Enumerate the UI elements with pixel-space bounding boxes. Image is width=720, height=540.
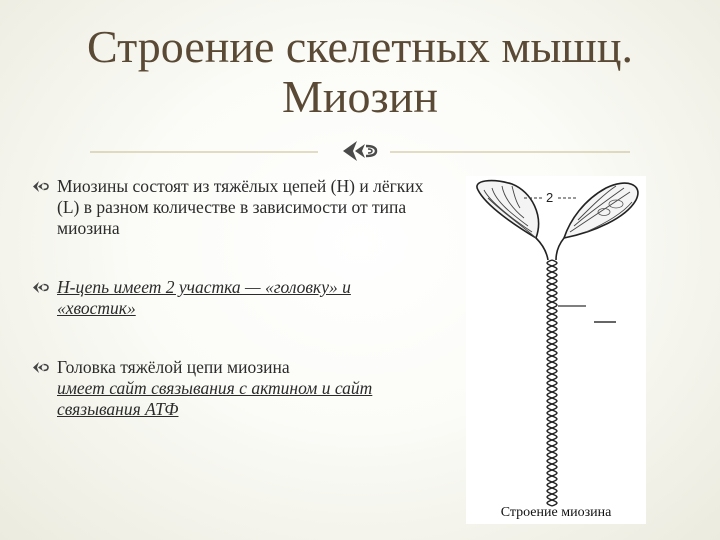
slide-title-line-2: Миозин	[282, 71, 438, 122]
bullet-text: H-цепь имеет 2 участка — «головку» и «хвостик»	[57, 277, 351, 318]
myosin-diagram-icon	[466, 176, 646, 524]
bullet-text-plain: Головка тяжёлой цепи миозина	[57, 357, 290, 377]
bullet-text: Миозины состоят из тяжёлых цепей (H) и лёгких (L) в разном количестве в зависимости от типа миозина	[57, 176, 424, 238]
bullet-item	[32, 357, 432, 420]
left-head-icon	[477, 181, 539, 238]
bullet-text-emphasis: имеет сайт связывания с актином и сайт связывания АТФ	[57, 378, 373, 419]
right-head-icon	[564, 183, 638, 238]
divider-ornament-icon	[339, 138, 385, 164]
bullet-icon	[32, 280, 50, 295]
myosin-figure	[466, 176, 646, 524]
bullet-list	[32, 176, 432, 420]
slide-title-line-1: Строение скелетных мышц.	[87, 21, 633, 72]
slide-title	[0, 22, 720, 122]
bullet-icon	[32, 179, 50, 194]
head-label: 2	[546, 190, 554, 205]
coiled-coil-tail	[547, 260, 557, 506]
bullet-item	[32, 176, 432, 239]
figure-caption: Строение миозина	[500, 505, 612, 520]
bullet-item	[32, 277, 432, 319]
bullet-icon	[32, 360, 50, 375]
